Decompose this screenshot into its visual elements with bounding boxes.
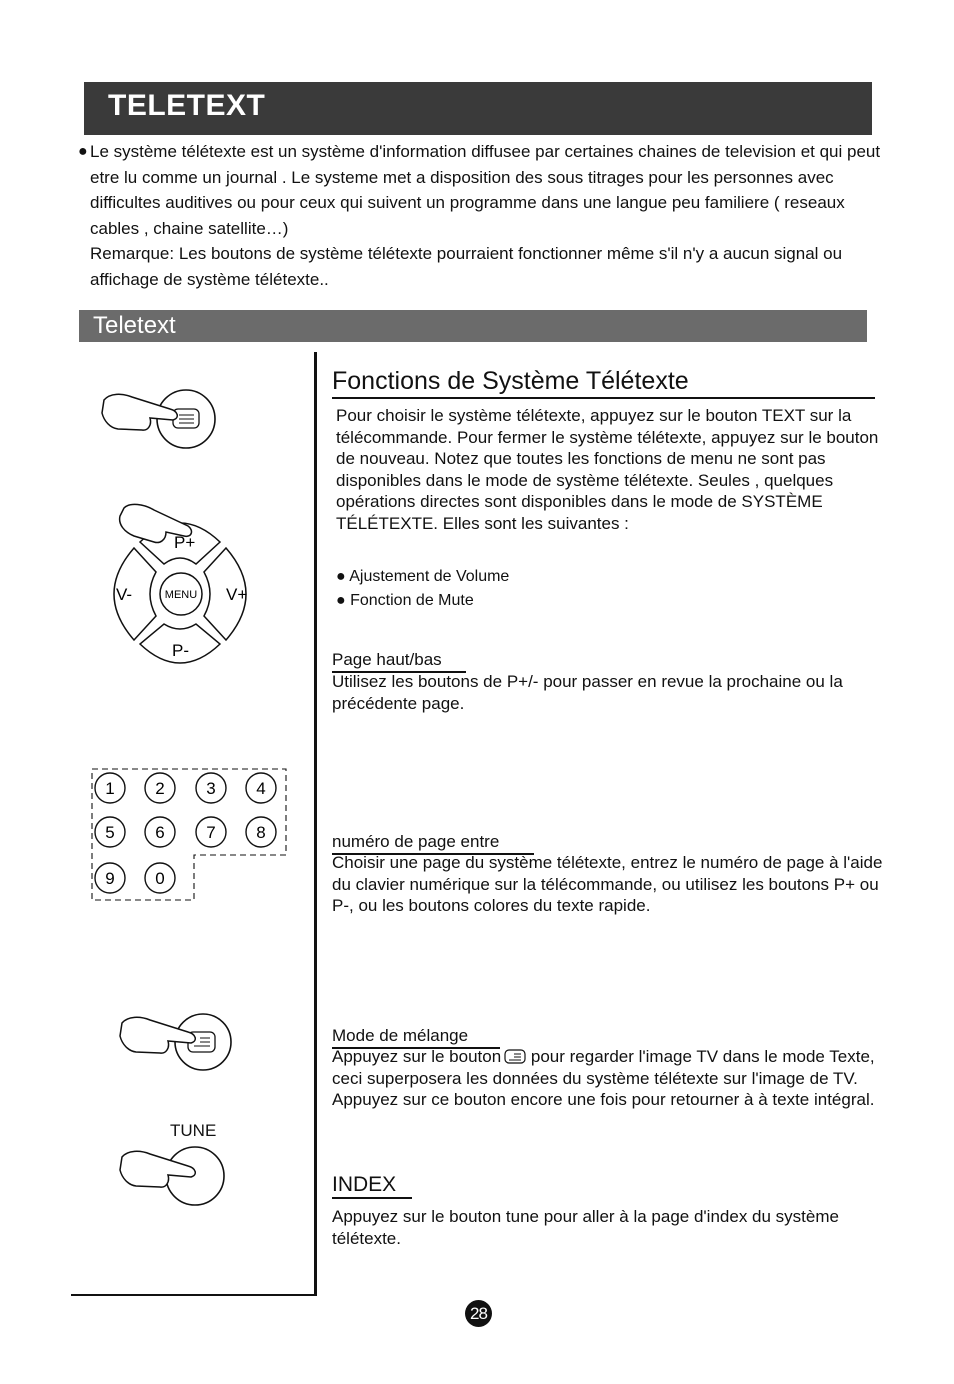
hand-icon [102,394,177,430]
p-plus-label: P+ [174,533,196,552]
v-minus-button [114,548,156,640]
v-minus-label: V- [116,585,133,604]
page-number-badge: 28 [465,1300,492,1327]
intro-block [78,139,898,293]
p-minus-button [140,624,220,663]
hand-icon [120,1017,195,1053]
mix-mode-text: Appuyez sur le bouton pour regarder l'image TV dans le mode Texte, ceci superposera les données du système télétexte sur l'image de TV. Appuyez sur ce bouton encore une fois pour retourner à à texte intégral. [332,1047,875,1109]
section-bar [79,310,867,342]
page-header-bar [84,82,872,135]
digit-label-3: 3 [206,779,216,798]
mix-inline-icon [504,1049,526,1064]
page-title: TELETEXT [108,89,266,122]
digit-label-0: 0 [155,869,165,888]
v-plus-button [204,548,247,640]
page-updown-title: Page haut/bas [332,650,442,669]
numeric-keypad-illustration [86,765,291,905]
page-number-title: numéro de page entre [332,832,500,851]
page-number-text: Choisir une page du système télétexte, entrez le numéro de page à l'aide du clavier numérique sur la télécommande, ou utilisez les boutons P+ ou P-, ou les boutons colores du texte rapide. [332,853,883,915]
navigation-pad-illustration [104,500,264,675]
mix-mode-title: Mode de mélange [332,1026,469,1045]
section-title: Teletext [93,312,176,339]
intro-remark: Remarque: Les boutons de système télétexte pourraient fonctionner même s'il n'y a aucun signal ou affichage de système télétexte.. [90,244,843,289]
bottom-rule [71,1294,316,1296]
mix-button-illustration [118,1008,238,1078]
hand-icon [120,1151,195,1187]
tune-label: TUNE [170,1121,217,1140]
p-minus-label: P- [172,641,189,660]
menu-label: MENU [164,589,198,601]
functions-title-rule [332,397,875,399]
index-text: Appuyez sur le bouton tune pour aller à la page d'index du système télétexte. [332,1207,839,1248]
functions-text: Pour choisir le système télétexte, appuyez sur le bouton TEXT sur la télécommande. Pour fermer le système télétexte, appuyez sur le bouton de nouveau. Notez que toutes les fonctions de menu ne sont pas disponibles dans le mode de système télétexte. Seules , quelques opérations directes sont disponibles dans le mode de SYSTÈME TÉLÉTEXTE. Elles sont les suivantes : [336,406,879,533]
digit-label-8: 8 [256,823,266,842]
digit-label-4: 4 [256,779,266,798]
digit-label-7: 7 [206,823,216,842]
functions-list [336,565,509,613]
functions-title: Fonctions de Système Télétexte [332,367,689,395]
index-title: INDEX [332,1173,397,1196]
index-underline [332,1197,412,1199]
tune-button-illustration [118,1142,238,1212]
v-plus-label: V+ [226,585,248,604]
intro-paragraph: Le système télétexte est un système d'information diffusee par certaines chaines de television et qui peut etre lu comme un journal . Le systeme met a disposition des sous titrages pour les personnes avec difficultes auditives ou pour ceux qui suivent un programme dans une langue peu familiere ( reseaux cables , chaine satellite…) [90,142,881,238]
list-item: ● Ajustement de Volume [336,568,510,585]
digit-label-6: 6 [155,823,165,842]
digit-label-2: 2 [155,779,165,798]
page-updown-text: Utilisez les boutons de P+/- pour passer en revue la prochaine ou la précédente page. [332,672,843,713]
digit-label-1: 1 [105,779,115,798]
digit-label-9: 9 [105,869,115,888]
digit-buttons [95,773,276,893]
column-divider [314,352,317,1296]
bullet-icon: ● [78,143,88,160]
text-button-illustration [100,385,220,455]
digit-label-5: 5 [105,823,115,842]
menu-button [160,573,202,615]
list-item: ● Fonction de Mute [336,592,474,609]
